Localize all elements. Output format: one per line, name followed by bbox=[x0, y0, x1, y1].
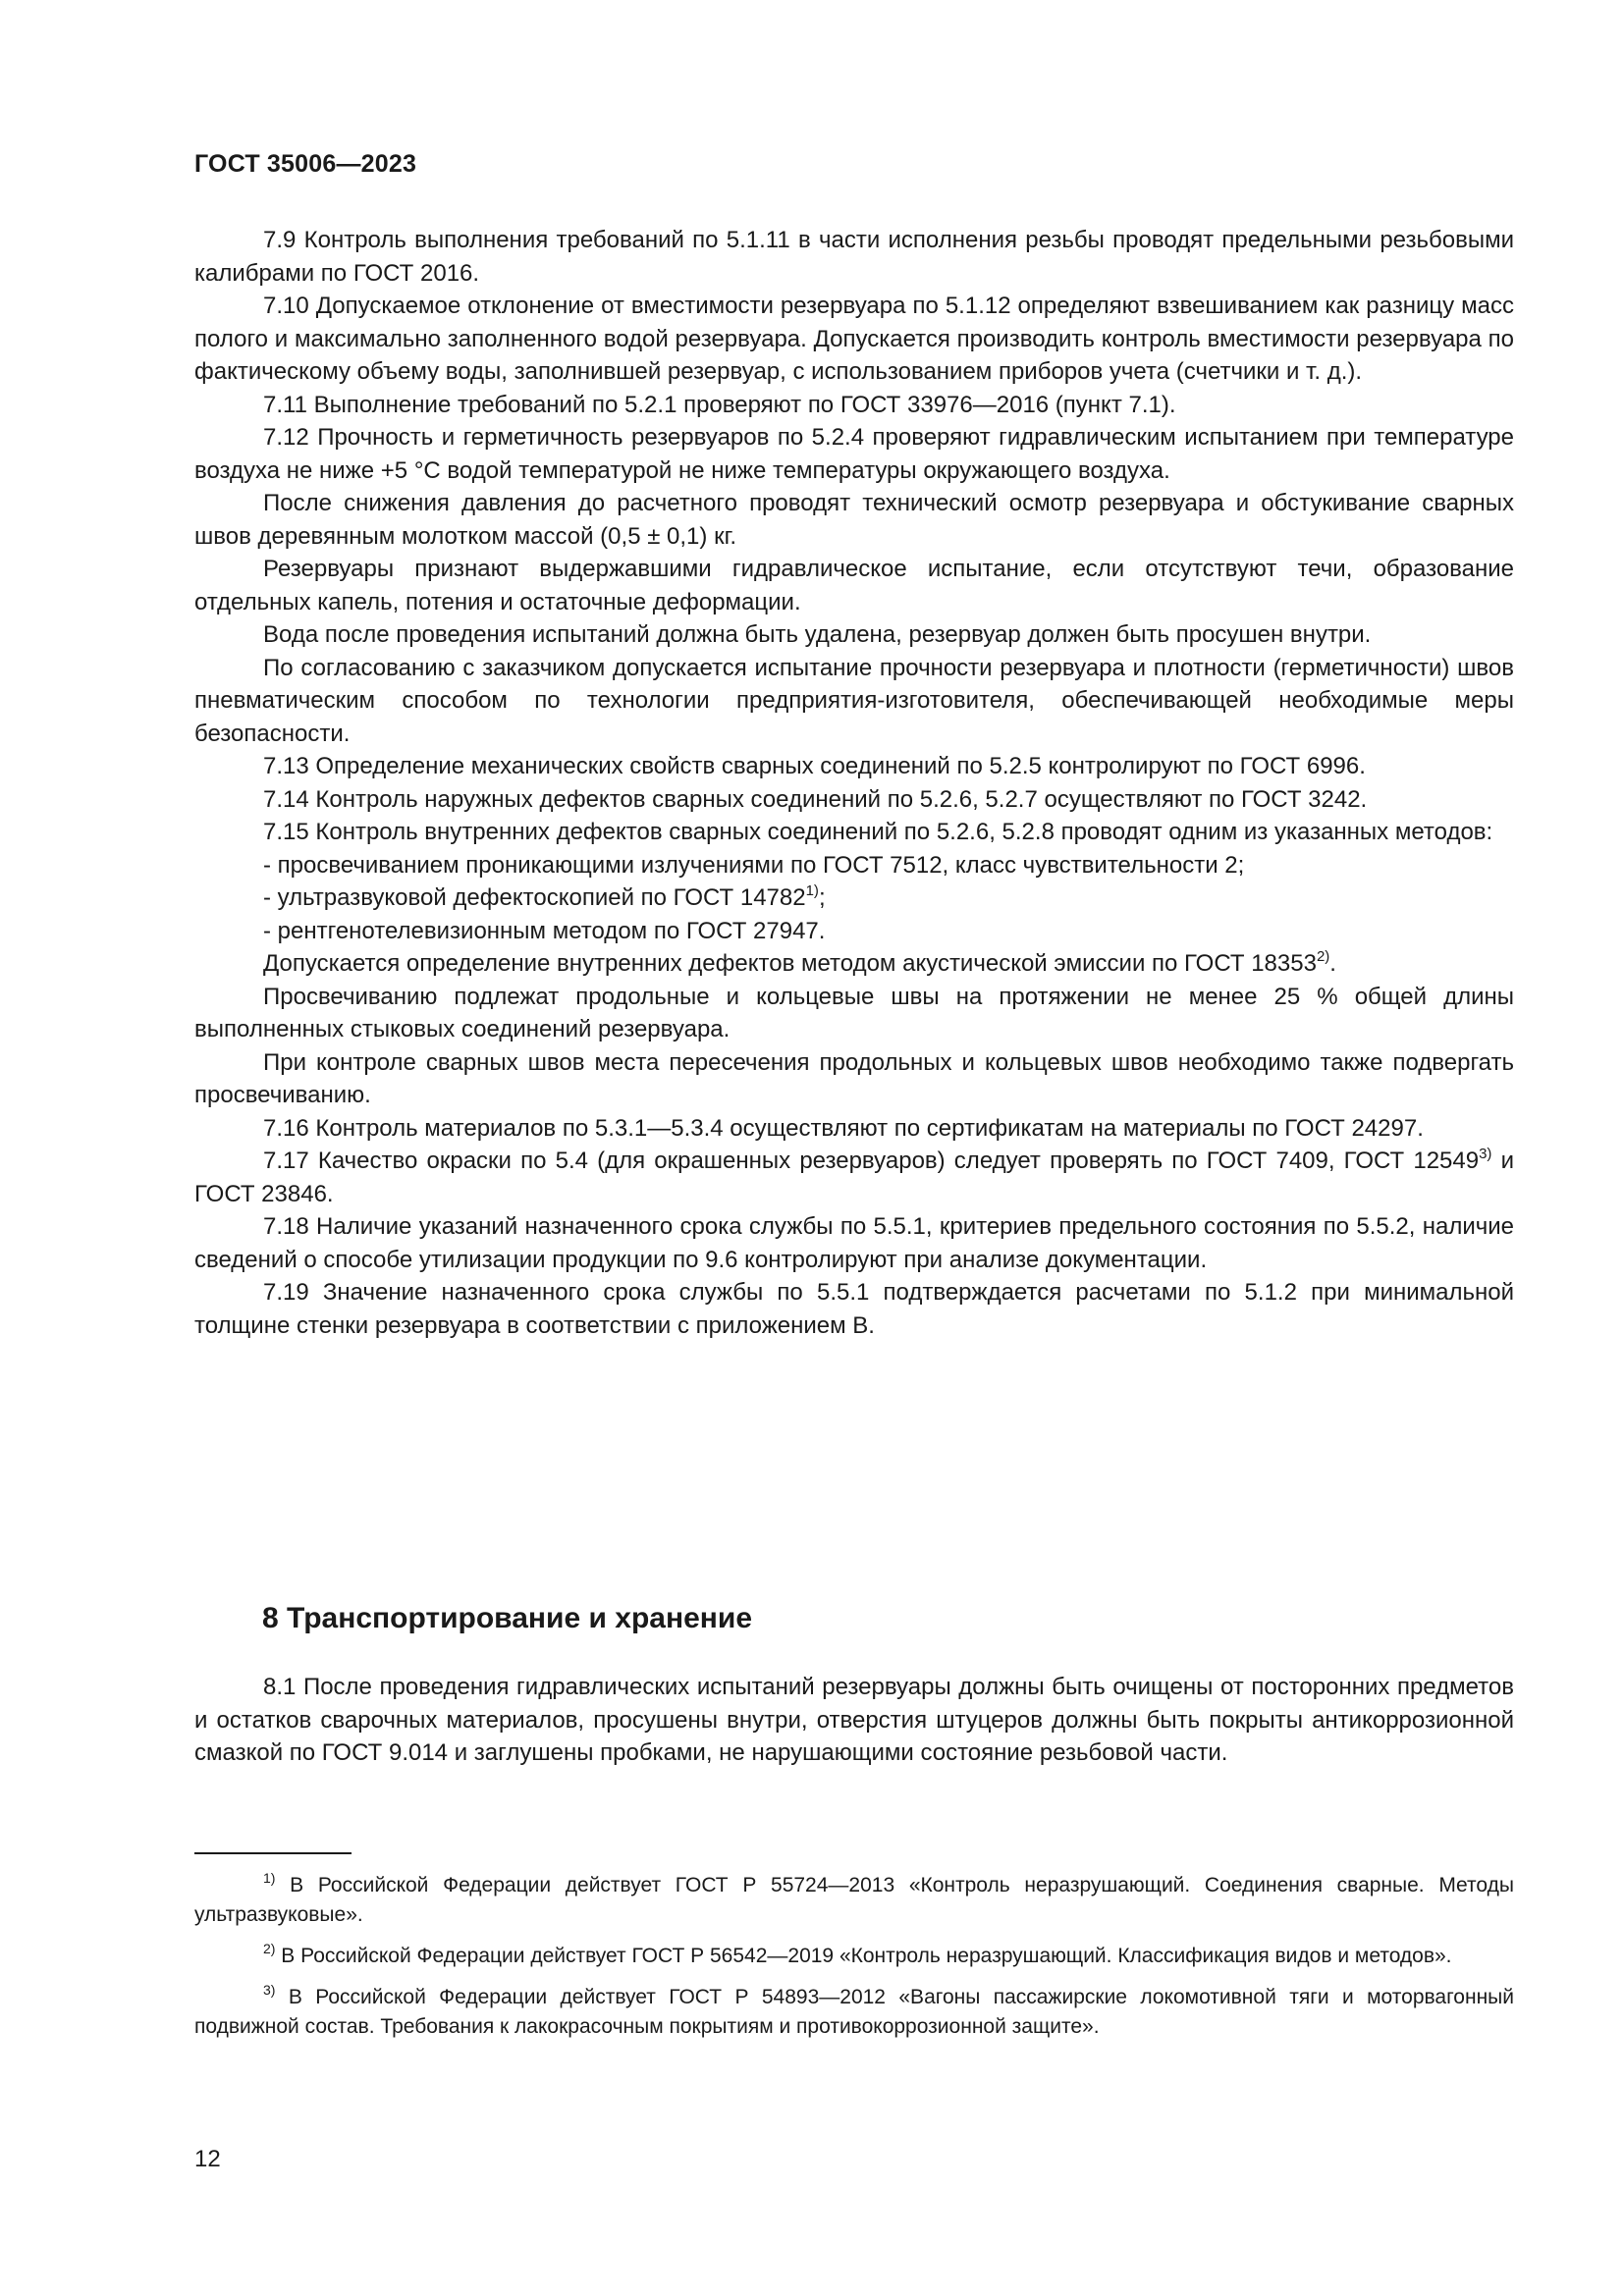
paragraph-7-15-intersections: При контроле сварных швов места пересечения продольных и кольцевых швов необходимо также подвергать просвечиванию. bbox=[194, 1048, 1514, 1108]
paragraph-7-12-acceptance: Резервуары признают выдержавшими гидравлическое испытание, если отсутствуют течи, образование отдельных капель, потения и остаточные деформации. bbox=[194, 556, 1514, 615]
paragraph-7-12: 7.12 Прочность и герметичность резервуаров по 5.2.4 проверяют гидравлическим испытанием при температуре воздуха не ниже +5 °С водой температурой не ниже температуры окружающего воздуха. bbox=[194, 424, 1514, 484]
list-item-x-ray-tv: - рентгенотелевизионным методом по ГОСТ 27947. bbox=[263, 917, 826, 944]
paragraph-7-11: 7.11 Выполнение требований по 5.2.1 проверяют по ГОСТ 33976—2016 (пункт 7.1). bbox=[263, 391, 1176, 418]
paragraph-7-15: 7.15 Контроль внутренних дефектов сварных соединений по 5.2.6, 5.2.8 проводят одним из указанных методов: bbox=[263, 819, 1493, 845]
footnote-divider bbox=[194, 1852, 352, 1854]
footnote-2: $^{2)}$ В Российской Федерации действует ГОСТ Р 56542—2019 «Контроль неразрушающий. Классификация видов и методов». bbox=[263, 1941, 1452, 1967]
footnote-ref-3: 3) bbox=[1479, 1146, 1492, 1162]
page-number: 12 bbox=[194, 2146, 221, 2172]
paragraph-7-13: 7.13 Определение механических свойств сварных соединений по 5.2.5 контролируют по ГОСТ 6996. bbox=[263, 753, 1366, 779]
footnote-3: $^{3)}$ В Российской Федерации действует ГОСТ Р 54893—2012 «Вагоны пассажирские локомотивной тяги и моторвагонный подвижной состав. Требования к лакокрасочным покрытиям и противокоррозионной защите». bbox=[194, 1982, 1514, 2038]
section-8-body bbox=[194, 1671, 1514, 1770]
list-item-radiography: - просвечиванием проникающими излучениями по ГОСТ 7512, класс чувствительности 2; bbox=[263, 851, 1245, 879]
main-text bbox=[194, 224, 1514, 1342]
paragraph-7-17: 7.17 Качество окраски по 5.4 (для окрашенных резервуаров) следует проверять по ГОСТ 7409, ГОСТ 12549$^{3)}$ и ГОСТ 23846. bbox=[194, 1146, 1514, 1207]
paragraph-7-10: 7.10 Допускаемое отклонение от вместимости резервуара по 5.1.12 определяют взвешиванием как разницу масс полого и максимально заполненного водой резервуара. Допускается производить контроль вместимости резервуара по фактическому объему воды, заполнившей резервуар, с использованием приборов учета (счетчики и т. д.). bbox=[194, 293, 1514, 385]
paragraph-7-15-acoustic: Допускается определение внутренних дефектов методом акустической эмиссии по ГОСТ 18353$^{2)}$. bbox=[263, 948, 1336, 977]
paragraph-7-15-seams: Просвечиванию подлежат продольные и кольцевые швы на протяжении не менее 25 % общей длины выполненных стыковых соединений резервуара. bbox=[194, 983, 1514, 1042]
list-item-ultrasonic: - ультразвуковой дефектоскопией по ГОСТ 14782$^{1)}$; bbox=[263, 882, 826, 911]
paragraph-7-18: 7.18 Наличие указаний назначенного срока службы по 5.5.1, критериев предельного состояния по 5.5.2, наличие сведений о способе утилизации продукции по 9.6 контролируют при анализе документации. bbox=[194, 1213, 1514, 1273]
footnote-1: $^{1)}$ В Российской Федерации действует ГОСТ Р 55724—2013 «Контроль неразрушающий. Соединения сварные. Методы ультразвуковые». bbox=[194, 1870, 1514, 1926]
paragraph-7-12-water: Вода после проведения испытаний должна быть удалена, резервуар должен быть просушен внутри. bbox=[263, 621, 1372, 648]
paragraph-7-12-pressure: После снижения давления до расчетного проводят технический осмотр резервуара и обстукивание сварных швов деревянным молотком массой (0,5 ± 0,1) кг. bbox=[194, 490, 1514, 550]
paragraph-7-16: 7.16 Контроль материалов по 5.3.1—5.3.4 осуществляют по сертификатам на материалы по ГОСТ 24297. bbox=[263, 1114, 1424, 1142]
footnote-ref-2: 2) bbox=[1316, 948, 1330, 965]
paragraph-8-1: 8.1 После проведения гидравлических испытаний резервуары должны быть очищены от посторонних предметов и остатков сварочных материалов, просушены внутри, отверстия штуцеров должны быть покрыты антикоррозионной смазкой по ГОСТ 9.014 и заглушены пробками, не нарушающими состояние резьбовой части. bbox=[194, 1674, 1514, 1766]
footnote-ref-1: 1) bbox=[805, 882, 819, 899]
section-8-heading: 8 Транспортирование и хранение bbox=[262, 1602, 753, 1634]
paragraph-7-9: 7.9 Контроль выполнения требований по 5.1.11 в части исполнения резьбы проводят предельными резьбовыми калибрами по ГОСТ 2016. bbox=[194, 227, 1514, 287]
paragraph-7-14: 7.14 Контроль наружных дефектов сварных соединений по 5.2.6, 5.2.7 осуществляют по ГОСТ 3242. bbox=[263, 785, 1368, 813]
paragraph-7-19: 7.19 Значение назначенного срока службы по 5.5.1 подтверждается расчетами по 5.1.2 при минимальной толщине стенки резервуара в соответствии с приложением В. bbox=[194, 1279, 1514, 1339]
paragraph-7-12-pneumatic: По согласованию с заказчиком допускается испытание прочности резервуара и плотности (герметичности) швов пневматическим способом по технологии предприятия-изготовителя, обеспечивающей необходимые меры безопасности. bbox=[194, 654, 1514, 747]
document-header: ГОСТ 35006—2023 bbox=[194, 150, 417, 178]
footnotes bbox=[194, 1871, 1514, 2054]
